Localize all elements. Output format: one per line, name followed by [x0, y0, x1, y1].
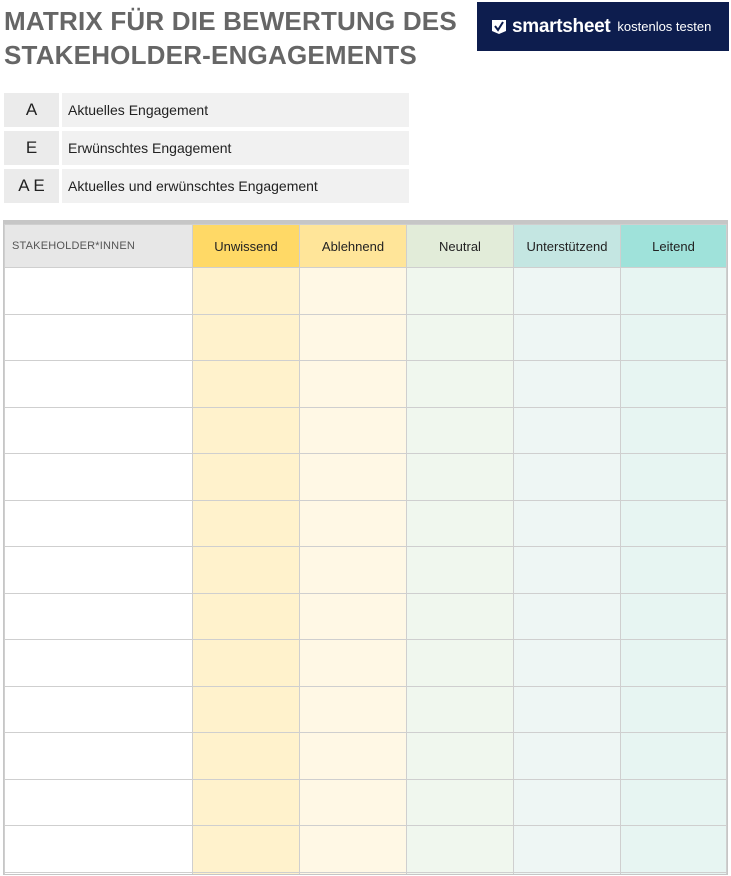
- unterstuetzend-cell[interactable]: [514, 407, 621, 454]
- unterstuetzend-cell[interactable]: [514, 361, 621, 408]
- table-header-row: [5, 225, 727, 268]
- table-row: [5, 547, 727, 594]
- ablehnend-cell[interactable]: [300, 500, 407, 547]
- stakeholder-cell[interactable]: [5, 547, 193, 594]
- leitend-cell[interactable]: [621, 593, 727, 640]
- unterstuetzend-cell[interactable]: [514, 314, 621, 361]
- neutral-cell[interactable]: [407, 779, 514, 826]
- unwissend-cell[interactable]: [193, 361, 300, 408]
- table-row: [5, 407, 727, 454]
- stakeholder-cell[interactable]: [5, 640, 193, 687]
- unwissend-cell[interactable]: [193, 454, 300, 501]
- header-unwissend: Unwissend: [193, 225, 300, 268]
- table-row: [5, 733, 727, 780]
- brand-name: smartsheet: [512, 15, 611, 37]
- ablehnend-cell[interactable]: [300, 454, 407, 501]
- neutral-cell[interactable]: [407, 593, 514, 640]
- ablehnend-cell[interactable]: [300, 547, 407, 594]
- unterstuetzend-cell[interactable]: [514, 686, 621, 733]
- page-title: [4, 4, 474, 72]
- legend-row: [4, 131, 409, 165]
- stakeholder-cell[interactable]: [5, 268, 193, 315]
- unterstuetzend-cell[interactable]: [514, 500, 621, 547]
- leitend-cell[interactable]: [621, 547, 727, 594]
- unterstuetzend-cell[interactable]: [514, 454, 621, 501]
- ablehnend-cell[interactable]: [300, 826, 407, 873]
- table-row: [5, 361, 727, 408]
- leitend-cell[interactable]: [621, 733, 727, 780]
- ablehnend-cell[interactable]: [300, 686, 407, 733]
- page-title-line-2: STAKEHOLDER-ENGAGEMENTS: [4, 40, 417, 70]
- stakeholder-cell[interactable]: [5, 593, 193, 640]
- unwissend-cell[interactable]: [193, 779, 300, 826]
- unterstuetzend-cell[interactable]: [514, 779, 621, 826]
- leitend-cell[interactable]: [621, 686, 727, 733]
- unwissend-cell[interactable]: [193, 872, 300, 875]
- header-unterstuetzend: Unterstützend: [514, 225, 621, 268]
- table-row: [5, 826, 727, 873]
- table-body: [5, 268, 727, 876]
- leitend-cell[interactable]: [621, 268, 727, 315]
- legend-key: A E: [4, 169, 59, 203]
- neutral-cell[interactable]: [407, 500, 514, 547]
- unwissend-cell[interactable]: [193, 314, 300, 361]
- leitend-cell[interactable]: [621, 872, 727, 875]
- table-row: [5, 268, 727, 315]
- neutral-cell[interactable]: [407, 872, 514, 875]
- stakeholder-cell[interactable]: [5, 314, 193, 361]
- leitend-cell[interactable]: [621, 640, 727, 687]
- unwissend-cell[interactable]: [193, 640, 300, 687]
- table-row: [5, 454, 727, 501]
- unterstuetzend-cell[interactable]: [514, 872, 621, 875]
- neutral-cell[interactable]: [407, 640, 514, 687]
- legend-label: Aktuelles und erwünschtes Engagement: [62, 169, 409, 203]
- leitend-cell[interactable]: [621, 407, 727, 454]
- neutral-cell[interactable]: [407, 361, 514, 408]
- header-neutral: Neutral: [407, 225, 514, 268]
- neutral-cell[interactable]: [407, 686, 514, 733]
- table-row: [5, 500, 727, 547]
- stakeholder-cell[interactable]: [5, 407, 193, 454]
- leitend-cell[interactable]: [621, 314, 727, 361]
- legend-key: A: [4, 93, 59, 127]
- legend-row: [4, 93, 409, 127]
- ablehnend-cell[interactable]: [300, 268, 407, 315]
- header-stakeholder: STAKEHOLDER*INNEN: [5, 225, 193, 268]
- unwissend-cell[interactable]: [193, 500, 300, 547]
- neutral-cell[interactable]: [407, 268, 514, 315]
- table-row: [5, 593, 727, 640]
- neutral-cell[interactable]: [407, 314, 514, 361]
- neutral-cell[interactable]: [407, 547, 514, 594]
- header-ablehnend: Ablehnend: [300, 225, 407, 268]
- stakeholder-cell[interactable]: [5, 779, 193, 826]
- ablehnend-cell[interactable]: [300, 733, 407, 780]
- neutral-cell[interactable]: [407, 733, 514, 780]
- smartsheet-check-logo-icon: [491, 19, 507, 35]
- table-row: [5, 640, 727, 687]
- neutral-cell[interactable]: [407, 826, 514, 873]
- leitend-cell[interactable]: [621, 826, 727, 873]
- unwissend-cell[interactable]: [193, 826, 300, 873]
- stakeholder-cell[interactable]: [5, 826, 193, 873]
- unterstuetzend-cell[interactable]: [514, 733, 621, 780]
- ablehnend-cell[interactable]: [300, 407, 407, 454]
- page-title-line-1: MATRIX FÜR DIE BEWERTUNG DES: [4, 6, 457, 36]
- ablehnend-cell[interactable]: [300, 779, 407, 826]
- unterstuetzend-cell[interactable]: [514, 593, 621, 640]
- unwissend-cell[interactable]: [193, 593, 300, 640]
- legend-label: Aktuelles Engagement: [62, 93, 409, 127]
- unterstuetzend-cell[interactable]: [514, 640, 621, 687]
- stakeholder-cell[interactable]: [5, 872, 193, 875]
- unwissend-cell[interactable]: [193, 268, 300, 315]
- ablehnend-cell[interactable]: [300, 872, 407, 875]
- stakeholder-cell[interactable]: [5, 454, 193, 501]
- leitend-cell[interactable]: [621, 361, 727, 408]
- neutral-cell[interactable]: [407, 454, 514, 501]
- table-row: [5, 686, 727, 733]
- unterstuetzend-cell[interactable]: [514, 547, 621, 594]
- engagement-matrix: [3, 220, 728, 875]
- ablehnend-cell[interactable]: [300, 593, 407, 640]
- leitend-cell[interactable]: [621, 779, 727, 826]
- header-leitend: Leitend: [621, 225, 727, 268]
- neutral-cell[interactable]: [407, 407, 514, 454]
- unwissend-cell[interactable]: [193, 686, 300, 733]
- unwissend-cell[interactable]: [193, 547, 300, 594]
- stakeholder-cell[interactable]: [5, 686, 193, 733]
- ablehnend-cell[interactable]: [300, 640, 407, 687]
- stakeholder-cell[interactable]: [5, 500, 193, 547]
- engagement-table: [4, 224, 727, 875]
- unterstuetzend-cell[interactable]: [514, 826, 621, 873]
- legend: [4, 93, 409, 207]
- table-row: [5, 314, 727, 361]
- table-row: [5, 779, 727, 826]
- ablehnend-cell[interactable]: [300, 361, 407, 408]
- stakeholder-cell[interactable]: [5, 361, 193, 408]
- ablehnend-cell[interactable]: [300, 314, 407, 361]
- legend-label: Erwünschtes Engagement: [62, 131, 409, 165]
- smartsheet-trial-banner[interactable]: [477, 2, 729, 51]
- leitend-cell[interactable]: [621, 454, 727, 501]
- legend-key: E: [4, 131, 59, 165]
- unterstuetzend-cell[interactable]: [514, 268, 621, 315]
- brand-cta: kostenlos testen: [617, 19, 712, 34]
- table-row: [5, 872, 727, 875]
- leitend-cell[interactable]: [621, 500, 727, 547]
- legend-row: [4, 169, 409, 203]
- unwissend-cell[interactable]: [193, 407, 300, 454]
- unwissend-cell[interactable]: [193, 733, 300, 780]
- stakeholder-cell[interactable]: [5, 733, 193, 780]
